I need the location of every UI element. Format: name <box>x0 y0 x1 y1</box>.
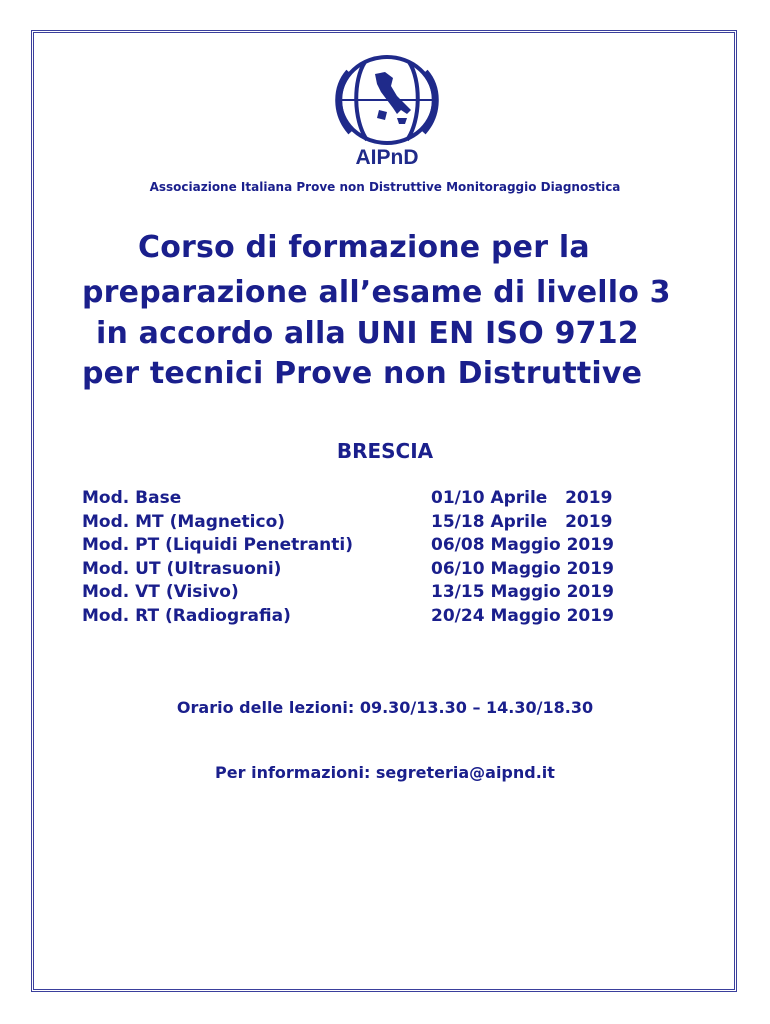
course-title-line-3: in accordo alla UNI EN ISO 9712 <box>96 316 639 351</box>
module-dates: 20/24 Maggio 2019 <box>431 605 614 626</box>
module-row <box>82 512 662 536</box>
module-dates: 15/18 Aprile 2019 <box>431 511 613 532</box>
aipnd-logo <box>327 52 447 170</box>
module-name: Mod. RT (Radiografia) <box>82 605 291 626</box>
module-name: Mod. MT (Magnetico) <box>82 511 286 532</box>
organization-name: Associazione Italiana Prove non Distruttive Monitoraggio Diagnostica <box>149 180 621 194</box>
module-row <box>82 582 662 606</box>
module-dates: 13/15 Maggio 2019 <box>431 582 614 603</box>
course-title-line-1: Corso di formazione per la <box>138 230 590 265</box>
course-title-line-4: per tecnici Prove non Distruttive <box>82 356 643 391</box>
module-row <box>82 559 662 583</box>
module-name: Mod. Base <box>82 488 182 508</box>
course-city: BRESCIA <box>336 439 434 463</box>
module-name: Mod. UT (Ultrasuoni) <box>82 558 282 579</box>
module-dates: 06/08 Maggio 2019 <box>431 535 614 556</box>
module-row <box>82 606 662 630</box>
lesson-hours: Orario delle lezioni: 09.30/13.30 – 14.30/18.30 <box>176 698 594 717</box>
module-row <box>82 488 662 512</box>
module-schedule-list <box>82 488 662 630</box>
course-title-line-2: preparazione all’esame di livello 3 <box>82 275 671 310</box>
module-name: Mod. PT (Liquidi Penetranti) <box>82 535 353 556</box>
module-name: Mod. VT (Visivo) <box>82 582 239 603</box>
logo-wordmark: AIPnD <box>355 146 419 169</box>
aipnd-logo-emblem <box>327 52 447 170</box>
contact-info: Per informazioni: segreteria@aipnd.it <box>215 763 555 782</box>
module-row <box>82 535 662 559</box>
module-dates: 06/10 Maggio 2019 <box>431 558 614 579</box>
module-dates: 01/10 Aprile 2019 <box>431 488 613 508</box>
